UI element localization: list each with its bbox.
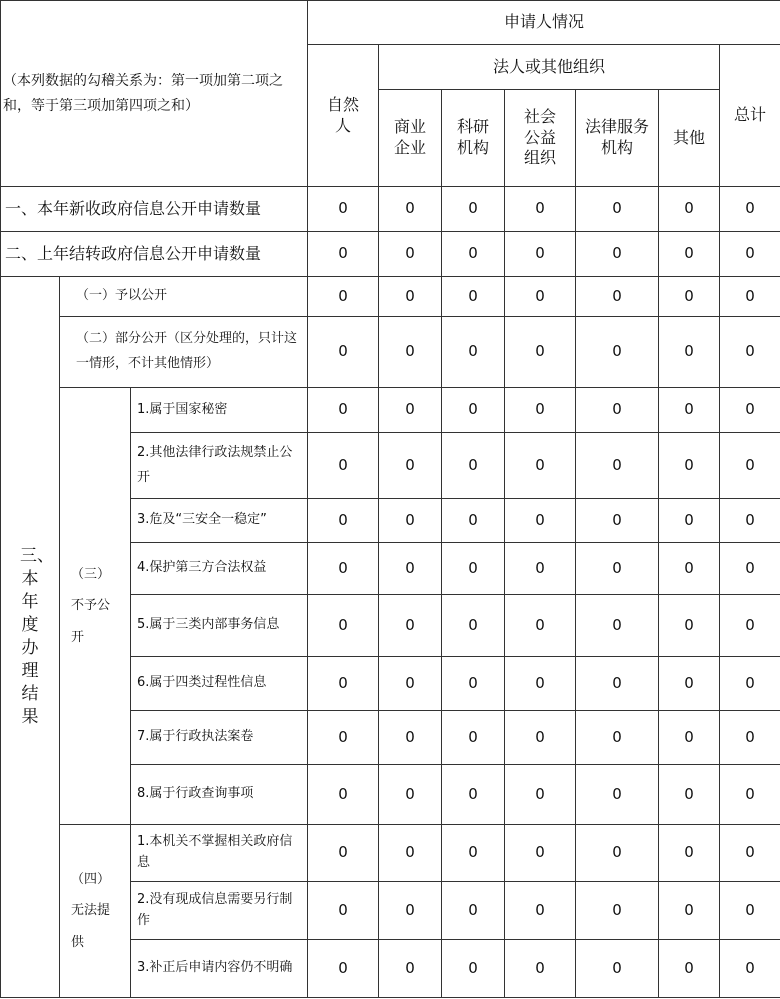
- value-cell: 0: [379, 317, 442, 388]
- value-cell: 0: [442, 882, 505, 940]
- value-cell: 0: [308, 595, 379, 657]
- value-cell: 0: [720, 317, 780, 388]
- value-cell: 0: [379, 765, 442, 825]
- value-cell: 0: [576, 765, 659, 825]
- research-header: 科研机构: [442, 90, 505, 187]
- value-cell: 0: [576, 657, 659, 711]
- group-4-label: （四）无法提供: [60, 825, 131, 998]
- value-cell: 0: [576, 825, 659, 882]
- row-label: （一）予以公开: [60, 277, 308, 317]
- natural-person-header: 自然人: [308, 45, 379, 187]
- row-label: 2.其他法律行政法规禁止公开: [131, 433, 308, 499]
- value-cell: 0: [308, 277, 379, 317]
- value-cell: 0: [379, 711, 442, 765]
- value-cell: 0: [659, 825, 720, 882]
- total-header: 总计: [720, 45, 780, 187]
- value-cell: 0: [659, 711, 720, 765]
- value-cell: 0: [720, 388, 780, 433]
- row-label: 一、本年新收政府信息公开申请数量: [1, 187, 308, 232]
- legal-org-header: 法人或其他组织: [379, 45, 720, 90]
- value-cell: 0: [659, 657, 720, 711]
- value-cell: 0: [442, 433, 505, 499]
- value-cell: 0: [442, 543, 505, 595]
- value-cell: 0: [308, 499, 379, 543]
- value-cell: 0: [659, 187, 720, 232]
- value-cell: 0: [659, 543, 720, 595]
- value-cell: 0: [659, 388, 720, 433]
- value-cell: 0: [720, 433, 780, 499]
- value-cell: 0: [576, 388, 659, 433]
- row-label: 4.保护第三方合法权益: [131, 543, 308, 595]
- business-header: 商业企业: [379, 90, 442, 187]
- row-label: 2.没有现成信息需要另行制作: [131, 882, 308, 940]
- row-label: 3.补正后申请内容仍不明确: [131, 940, 308, 998]
- value-cell: 0: [308, 187, 379, 232]
- value-cell: 0: [720, 499, 780, 543]
- value-cell: 0: [659, 882, 720, 940]
- row-label: （二）部分公开（区分处理的，只计这一情形，不计其他情形）: [60, 317, 308, 388]
- value-cell: 0: [379, 277, 442, 317]
- value-cell: 0: [442, 825, 505, 882]
- value-cell: 0: [308, 940, 379, 998]
- value-cell: 0: [720, 882, 780, 940]
- value-cell: 0: [442, 765, 505, 825]
- value-cell: 0: [442, 232, 505, 277]
- value-cell: 0: [442, 657, 505, 711]
- social-welfare-header: 社会公益组织: [505, 90, 576, 187]
- value-cell: 0: [720, 595, 780, 657]
- value-cell: 0: [576, 187, 659, 232]
- row-label: 6.属于四类过程性信息: [131, 657, 308, 711]
- value-cell: 0: [442, 711, 505, 765]
- table-row: [1, 232, 780, 277]
- group-3-label: （三）不予公开: [60, 388, 131, 825]
- value-cell: 0: [442, 388, 505, 433]
- value-cell: 0: [720, 187, 780, 232]
- value-cell: 0: [505, 595, 576, 657]
- value-cell: 0: [308, 825, 379, 882]
- value-cell: 0: [379, 232, 442, 277]
- value-cell: 0: [720, 657, 780, 711]
- table-row: [1, 388, 780, 433]
- value-cell: 0: [442, 940, 505, 998]
- value-cell: 0: [659, 232, 720, 277]
- row-label: 1.属于国家秘密: [131, 388, 308, 433]
- value-cell: 0: [442, 317, 505, 388]
- value-cell: 0: [379, 825, 442, 882]
- value-cell: 0: [505, 711, 576, 765]
- value-cell: 0: [308, 232, 379, 277]
- value-cell: 0: [379, 940, 442, 998]
- value-cell: 0: [379, 433, 442, 499]
- value-cell: 0: [442, 595, 505, 657]
- row-label: 3.危及“三安全一稳定”: [131, 499, 308, 543]
- table-row: [1, 317, 780, 388]
- value-cell: 0: [379, 882, 442, 940]
- value-cell: 0: [505, 433, 576, 499]
- value-cell: 0: [505, 187, 576, 232]
- formula-note: （本列数据的勾稽关系为：第一项加第二项之和，等于第三项加第四项之和）: [1, 1, 308, 187]
- value-cell: 0: [379, 187, 442, 232]
- value-cell: 0: [308, 657, 379, 711]
- value-cell: 0: [659, 317, 720, 388]
- row-label: 7.属于行政执法案卷: [131, 711, 308, 765]
- value-cell: 0: [659, 499, 720, 543]
- row-label: 二、上年结转政府信息公开申请数量: [1, 232, 308, 277]
- value-cell: 0: [576, 433, 659, 499]
- value-cell: 0: [576, 317, 659, 388]
- value-cell: 0: [505, 657, 576, 711]
- value-cell: 0: [505, 388, 576, 433]
- value-cell: 0: [576, 711, 659, 765]
- value-cell: 0: [720, 940, 780, 998]
- row-label: 8.属于行政查询事项: [131, 765, 308, 825]
- table-row: [1, 277, 780, 317]
- value-cell: 0: [505, 882, 576, 940]
- value-cell: 0: [505, 232, 576, 277]
- applicant-situation-header: 申请人情况: [308, 1, 780, 45]
- row-label: 5.属于三类内部事务信息: [131, 595, 308, 657]
- table-row: [1, 825, 780, 882]
- value-cell: 0: [308, 433, 379, 499]
- value-cell: 0: [308, 317, 379, 388]
- value-cell: 0: [308, 882, 379, 940]
- value-cell: 0: [576, 940, 659, 998]
- value-cell: 0: [308, 711, 379, 765]
- value-cell: 0: [659, 595, 720, 657]
- value-cell: 0: [720, 543, 780, 595]
- value-cell: 0: [720, 711, 780, 765]
- value-cell: 0: [379, 657, 442, 711]
- value-cell: 0: [576, 499, 659, 543]
- value-cell: 0: [379, 388, 442, 433]
- section-3-label: 三、本年度办理结果: [1, 277, 60, 998]
- value-cell: 0: [308, 543, 379, 595]
- value-cell: 0: [505, 499, 576, 543]
- value-cell: 0: [379, 499, 442, 543]
- value-cell: 0: [576, 232, 659, 277]
- value-cell: 0: [576, 543, 659, 595]
- value-cell: 0: [379, 595, 442, 657]
- value-cell: 0: [505, 765, 576, 825]
- value-cell: 0: [659, 940, 720, 998]
- legal-service-header: 法律服务机构: [576, 90, 659, 187]
- value-cell: 0: [720, 232, 780, 277]
- value-cell: 0: [720, 825, 780, 882]
- value-cell: 0: [308, 765, 379, 825]
- value-cell: 0: [442, 277, 505, 317]
- value-cell: 0: [720, 277, 780, 317]
- value-cell: 0: [308, 388, 379, 433]
- value-cell: 0: [505, 825, 576, 882]
- value-cell: 0: [505, 317, 576, 388]
- table-row: [1, 187, 780, 232]
- value-cell: 0: [659, 277, 720, 317]
- value-cell: 0: [505, 940, 576, 998]
- value-cell: 0: [379, 543, 442, 595]
- value-cell: 0: [659, 765, 720, 825]
- value-cell: 0: [505, 277, 576, 317]
- value-cell: 0: [576, 595, 659, 657]
- row-label: 1.本机关不掌握相关政府信息: [131, 825, 308, 882]
- value-cell: 0: [442, 499, 505, 543]
- value-cell: 0: [720, 765, 780, 825]
- value-cell: 0: [505, 543, 576, 595]
- value-cell: 0: [442, 187, 505, 232]
- value-cell: 0: [659, 433, 720, 499]
- value-cell: 0: [576, 882, 659, 940]
- other-header: 其他: [659, 90, 720, 187]
- value-cell: 0: [576, 277, 659, 317]
